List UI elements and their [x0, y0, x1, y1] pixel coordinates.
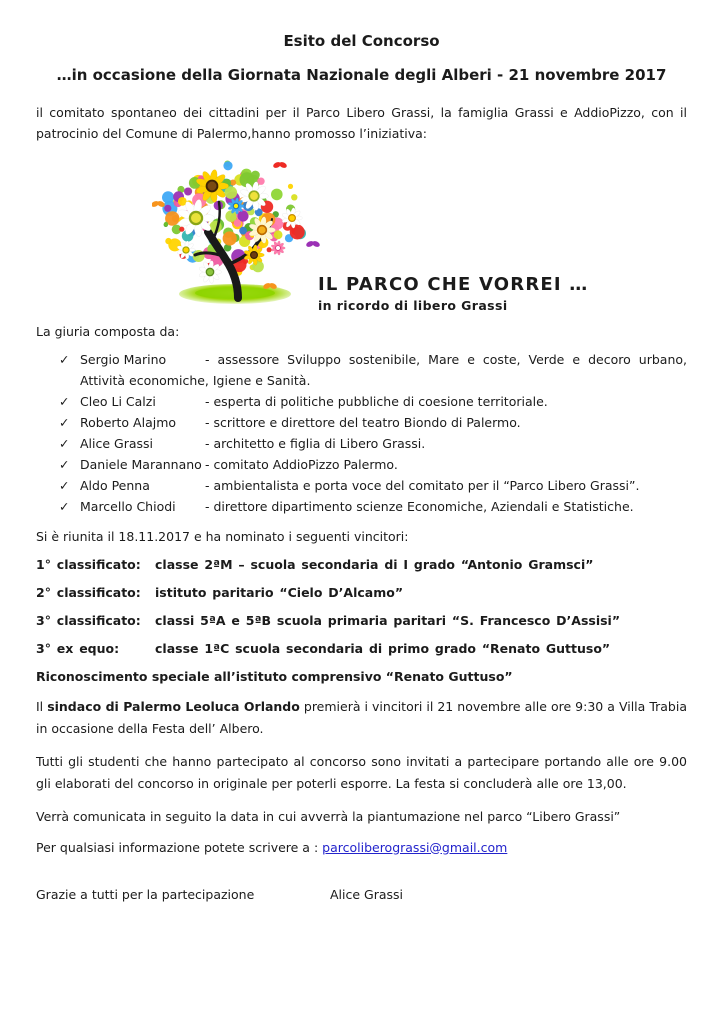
jury-member-name: Alice Grassi — [80, 436, 154, 451]
jury-member-name: Marcello Chiodi — [80, 499, 176, 514]
banner-subtitle: in ricordo di libero Grassi — [318, 298, 508, 313]
jury-member-name: Aldo Penna — [80, 478, 150, 493]
winner-text: classe 2ªM – scuola secondaria di I grado “Antonio Gramsci” — [155, 557, 594, 572]
closing-signature: Alice Grassi — [330, 886, 404, 902]
flower — [271, 241, 286, 256]
jury-member-row — [36, 496, 687, 517]
jury-member-name: Sergio Marino — [80, 352, 167, 367]
winner-rank-label: 3° classificato: — [36, 613, 141, 628]
closing-thanks: Grazie a tutti per la partecipazione — [36, 886, 255, 902]
winners-list — [36, 557, 687, 656]
banner-text — [318, 274, 588, 313]
jury-heading: La giuria composta da: — [36, 324, 180, 339]
jury-member-role: - comitato AddioPizzo Palermo. — [205, 457, 398, 472]
page-subtitle: …in occasione della Giornata Nazionale degli Alberi - 21 novembre 2017 — [56, 66, 667, 84]
check-icon: ✓ — [59, 457, 70, 472]
jury-member-row — [36, 475, 687, 496]
students-paragraph: Tutti gli studenti che hanno partecipato al concorso sono invitati a partecipare portando alle ore 9.00 gli elaborati del concorso in originale per poterli esporre. La festa si concluderà alle ore 13,00. — [36, 754, 687, 791]
contact-prefix: Per qualsiasi informazione potete scrivere a : — [36, 839, 323, 855]
banner-title: IL PARCO CHE VORREI … — [318, 274, 589, 295]
meeting-line: Si è riunita il 18.11.2017 e ha nominato i seguenti vincitori: — [36, 529, 409, 544]
tree-canopy — [162, 161, 306, 276]
planting-line: Verrà comunicata in seguito la data in cui avverrà la piantumazione nel parco “Libero Grassi” — [36, 809, 621, 824]
check-icon: ✓ — [59, 436, 70, 451]
winner-text: istituto paritario “Cielo D’Alcamo” — [155, 585, 404, 600]
contact-line — [36, 840, 687, 855]
page-title: Esito del Concorso — [283, 32, 440, 50]
closing-line — [36, 887, 687, 902]
check-icon: ✓ — [59, 394, 70, 409]
winner-rank-label: 1° classificato: — [36, 557, 141, 572]
jury-member-row — [36, 454, 687, 475]
jury-member-row — [36, 433, 687, 454]
winner-row — [36, 641, 687, 656]
winner-row — [36, 613, 687, 628]
jury-member-row — [36, 349, 687, 391]
jury-member-role: - assessore Sviluppo sostenibile, Mare e coste, Verde e decoro urbano, Attività economiche, Igiene e Sanità. — [80, 352, 687, 388]
check-icon: ✓ — [59, 352, 70, 367]
award-rest: premierà i vincitori il 21 novembre alle ore 9:30 a Villa Trabia in occasione della Festa dell’ Albero. — [36, 699, 687, 736]
butterfly-icon — [272, 161, 287, 169]
award-prefix: Il — [36, 699, 48, 714]
intro-paragraph: il comitato spontaneo dei cittadini per il Parco Libero Grassi, la famiglia Grassi e AddioPizzo, con il patrocinio del Comune di Palermo,hanno promosso l’iniziativa: — [36, 105, 687, 141]
jury-member-role: - ambientalista e porta voce del comitato per il “Parco Libero Grassi”. — [205, 478, 640, 493]
jury-member-row — [36, 412, 687, 433]
award-bold: sindaco di Palermo Leoluca Orlando — [47, 699, 300, 714]
check-icon: ✓ — [59, 499, 70, 514]
jury-member-role: - architetto e figlia di Libero Grassi. — [205, 436, 426, 451]
jury-list — [36, 349, 687, 517]
check-icon: ✓ — [59, 415, 70, 430]
winner-row — [36, 585, 687, 600]
winner-rank-label: 3° ex equo: — [36, 641, 120, 656]
winner-text: classi 5ªA e 5ªB scuola primaria paritari “S. Francesco D’Assisi” — [155, 613, 621, 628]
flower-tree-image — [152, 160, 322, 310]
winner-rank-label: 2° classificato: — [36, 585, 141, 600]
jury-member-role: - esperta di politiche pubbliche di coesione territoriale. — [205, 394, 548, 409]
special-mention: Riconoscimento speciale all’istituto comprensivo “Renato Guttuso” — [36, 669, 513, 684]
jury-member-role: - direttore dipartimento scienze Economiche, Aziendali e Statistiche. — [205, 499, 634, 514]
banner-block — [36, 160, 687, 313]
jury-member-name: Cleo Li Calzi — [80, 394, 156, 409]
winner-row — [36, 557, 687, 572]
check-icon: ✓ — [59, 478, 70, 493]
email-link[interactable]: parcoliberograssi@gmail.com — [322, 839, 508, 855]
award-ceremony-paragraph — [36, 696, 687, 739]
butterfly-icon — [305, 240, 320, 248]
jury-member-role: - scrittore e direttore del teatro Biondo di Palermo. — [205, 415, 521, 430]
jury-member-name: Roberto Alajmo — [80, 415, 177, 430]
jury-member-name: Daniele Marannano — [80, 457, 202, 472]
winner-text: classe 1ªC scuola secondaria di primo grado “Renato Guttuso” — [155, 641, 611, 656]
jury-member-row — [36, 391, 687, 412]
